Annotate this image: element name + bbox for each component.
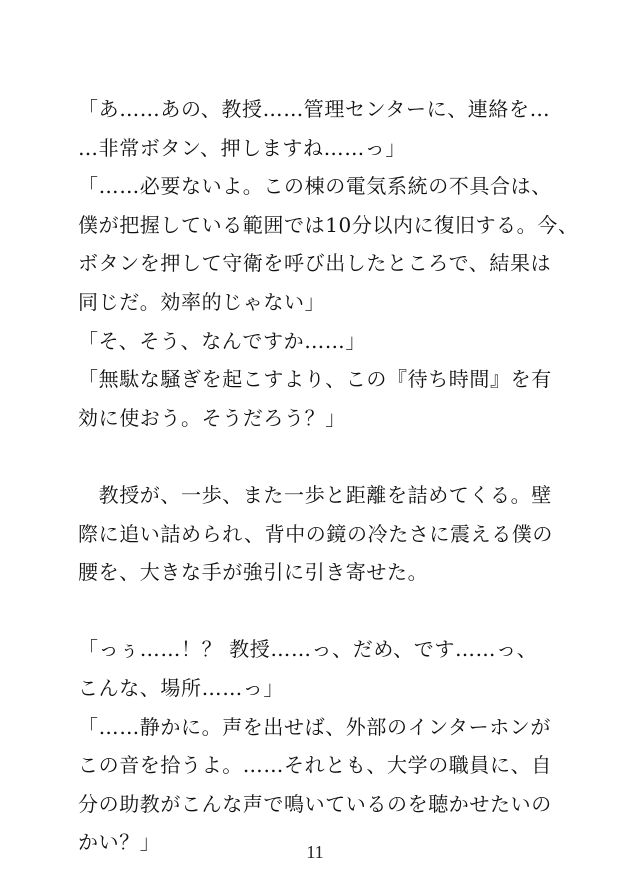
text-line: 「っぅ……！？ 教授……っ、だめ、です……っ、 [78, 637, 538, 662]
text-line: 「……静かに。声を出せば、外部のインターホンが [78, 714, 551, 739]
blank-line [78, 437, 568, 476]
text-line: 腰を、大きな手が強引に引き寄せた。 [78, 560, 429, 585]
text-line: ボタンを押して守衛を呼び出したところで、結果は [78, 251, 552, 276]
body-text [78, 90, 579, 862]
text-line: 効に使おう。そうだろう？」 [78, 405, 346, 430]
text-line: 「……必要ないよ。この棟の電気系統の不具合は、 [78, 174, 552, 199]
text-line: 「そ、そう、なんですか……」 [78, 328, 366, 353]
text-line: 分の助教がこんな声で鳴いているのを聴かせたいの [78, 791, 552, 816]
text-line: 「無駄な騒ぎを起こすより、この『待ち時間』を有 [78, 367, 552, 392]
text-line: こんな、場所……っ」 [78, 675, 284, 700]
blank-line [78, 592, 568, 631]
text-line: 僕が把握している範囲では10分以内に復旧する。今、 [78, 212, 579, 237]
text-line: 際に追い詰められ、背中の鏡の冷たさに震える僕の [78, 521, 553, 546]
text-line: …非常ボタン、押しますね……っ」 [78, 135, 406, 160]
text-line: 「あ……あの、教授……管理センターに、連絡を… [78, 97, 551, 121]
text-line: 同じだ。効率的じゃない」 [78, 289, 326, 314]
text-line: この音を拾うよ。……それとも、大学の職員に、自 [78, 753, 552, 778]
text-line: かい？」 [78, 830, 161, 855]
text-line: 教授が、一歩、また一歩と距離を詰めてくる。壁 [78, 482, 552, 507]
page-number: 11 [306, 842, 324, 862]
